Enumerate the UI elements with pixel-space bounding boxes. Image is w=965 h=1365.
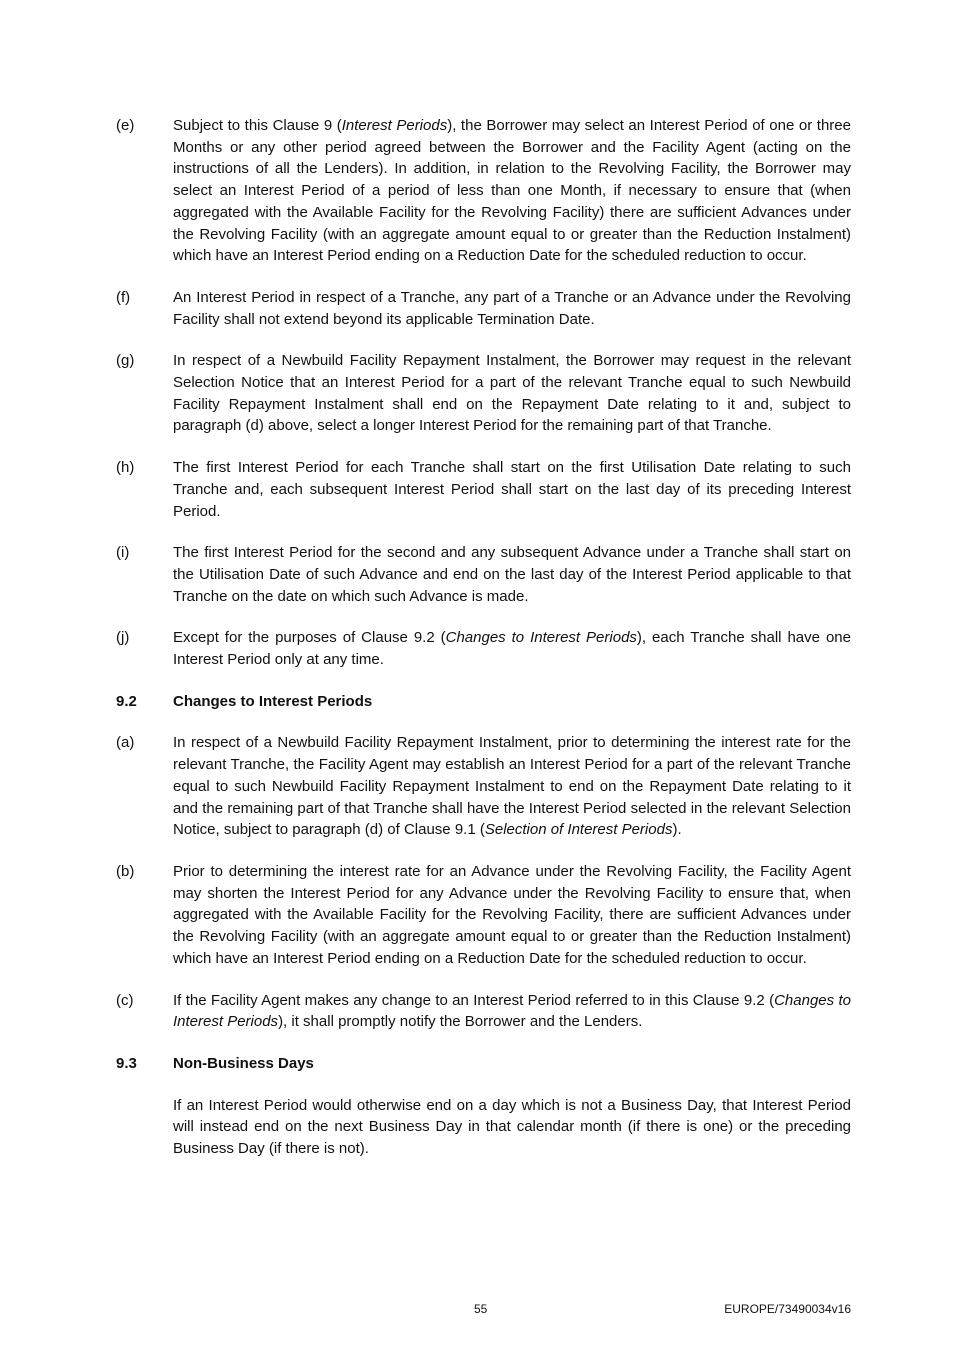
paragraph-g (0, 350, 965, 437)
paragraph-text: An Interest Period in respect of a Tranche, any part of a Tranche or an Advance under the Revolving Facility shall not extend beyond its applicable Termination Date. (173, 288, 851, 328)
paragraph-label: (h) (116, 459, 135, 477)
text-run: ). (672, 821, 682, 839)
text-run: Except for the purposes of Clause 9.2 ( (173, 629, 446, 647)
paragraph-text (173, 115, 851, 267)
text-run: If the Facility Agent makes any change to an Interest Period referred to in this Clause 9.2 ( (173, 991, 775, 1009)
paragraph-i (0, 542, 965, 607)
paragraph-label: (a) (116, 734, 135, 752)
paragraph-label: (g) (116, 352, 135, 370)
section-title: Non-Business Days (173, 1054, 314, 1072)
paragraph-label: (i) (116, 544, 130, 562)
paragraph-label: (e) (116, 117, 135, 134)
section-heading-9-3 (0, 1053, 965, 1075)
text-run: In respect of a Newbuild Facility Repayment Instalment, prior to determining the interest rate for the relevant Tranche, the Facility Agent may establish an Interest Period for a part of the relevant Tranche equal to such Newbuild Facility Repayment Instalment to end on the Repayment Date relating to it and the remaining part of that Tranche shall have the Interest Period selected in the relevant Selection Notice, subject to paragraph (d) of Clause 9.1 ( (173, 734, 851, 839)
italic-reference: Selection of Interest Periods (484, 821, 673, 839)
paragraph-label: (b) (116, 862, 135, 880)
paragraph-text (173, 990, 851, 1033)
paragraph-label: (c) (116, 991, 134, 1009)
paragraph-e (0, 115, 965, 267)
text-run: Subject to this Clause 9 ( (173, 117, 342, 134)
paragraph-label: (j) (116, 629, 130, 647)
paragraph-text: The first Interest Period for each Tranche shall start on the first Utilisation Date relating to such Tranche and, each subsequent Interest Period shall start on the last day of its preceding Interest Period. (173, 459, 851, 520)
paragraph-9-2-a (0, 732, 965, 841)
section-heading-9-2 (0, 691, 965, 713)
paragraph-j (0, 627, 965, 670)
paragraph-9-2-b (0, 861, 965, 970)
text-run: ), each Tranche shall have one Interest Period only at any time. (173, 629, 851, 669)
paragraph-text: Prior to determining the interest rate for an Advance under the Revolving Facility, the Facility Agent may shorten the Interest Period for any Advance under the Revolving Facility to ensure that, when aggregated with the Available Facility for the Revolving Facility, there are sufficient Advances under the Revolving Facility (with an aggregate amount equal to or greater than the Reduction Instalment) which have an Interest Period ending on a Reduction Date for the scheduled reduction to occur. (173, 862, 851, 967)
paragraph-label: (f) (116, 288, 131, 306)
section-number: 9.3 (116, 1054, 137, 1072)
paragraph-text (173, 627, 851, 670)
text-run: ), the Borrower may select an Interest Period of one or three Months or any other period agreed between the Borrower and the Facility Agent (acting on the instructions of all the Lenders). In addition, in relation to the Revolving Facility, the Borrower may select an Interest Period of a period of less than one Month, if necessary to ensure that (when aggregated with the Available Facility for the Revolving Facility) there are sufficient Advances under the Revolving Facility (with an aggregate amount equal to or greater than the Reduction Instalment) which have an Interest Period ending on a Reduction Date for the scheduled reduction to occur. (173, 117, 851, 265)
paragraph-text (173, 732, 851, 841)
section-number: 9.2 (116, 692, 137, 710)
paragraph-h (0, 457, 965, 522)
italic-reference: Changes to Interest Periods (173, 991, 851, 1031)
paragraph-9-2-c (0, 990, 965, 1033)
paragraph-f (0, 287, 965, 330)
paragraph-text: In respect of a Newbuild Facility Repayment Instalment, the Borrower may request in the relevant Selection Notice that an Interest Period for a part of the relevant Tranche equal to such Newbuild Facility Repayment Instalment shall end on the Repayment Date relating to it and, subject to paragraph (d) above, select a longer Interest Period for the remaining part of that Tranche. (173, 352, 851, 435)
paragraph-text: The first Interest Period for the second and any subsequent Advance under a Tranche shall start on the Utilisation Date of such Advance and end on the last day of the Interest Period applicable to that Tranche on the date on which such Advance is made. (173, 544, 851, 605)
italic-reference: Changes to Interest Periods (445, 629, 637, 647)
text-run: ), it shall promptly notify the Borrower and the Lenders. (278, 1013, 643, 1031)
page-number: 55 (474, 1302, 488, 1316)
section-9-3-text: If an Interest Period would otherwise end on a day which is not a Business Day, that Interest Period will instead end on the next Business Day in that calendar month (if there is one) or the preceding Business Day (if there is not). (173, 1096, 851, 1158)
page-content (0, 115, 965, 1160)
italic-reference: Interest Periods (341, 117, 448, 134)
section-title: Changes to Interest Periods (173, 692, 373, 710)
document-reference: EUROPE/73490034v16 (724, 1302, 851, 1316)
